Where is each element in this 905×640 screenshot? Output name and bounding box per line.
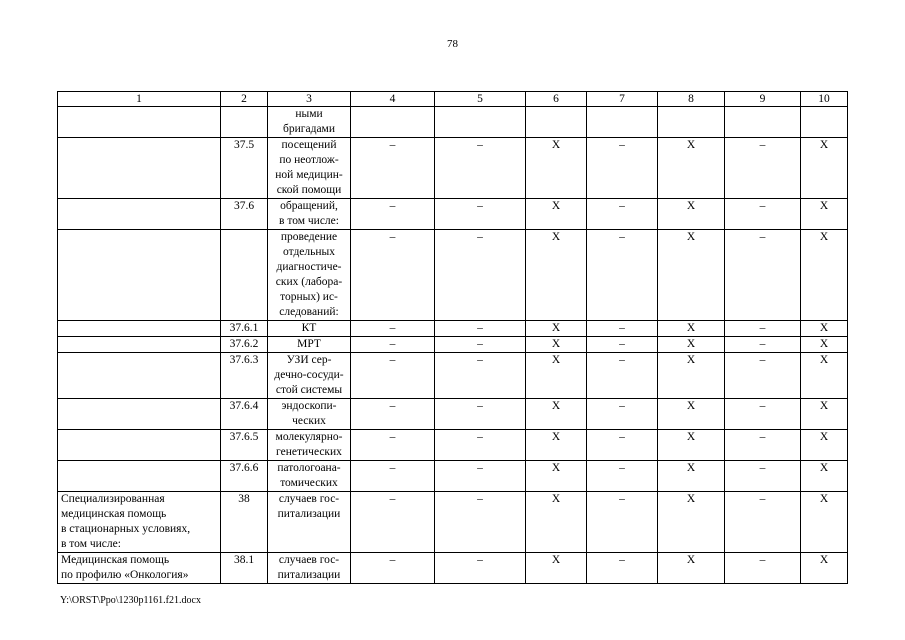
- table-cell-c10: Х: [801, 138, 848, 199]
- table-cell-c2: 37.6.4: [221, 399, 268, 430]
- table-cell-c1: [58, 230, 221, 321]
- table-cell-c4: –: [351, 492, 435, 553]
- table-cell-c1: [58, 321, 221, 337]
- table-cell-c2: 37.6.6: [221, 461, 268, 492]
- table-cell-c8: Х: [658, 492, 725, 553]
- table-cell-c10: Х: [801, 230, 848, 321]
- column-header: 3: [268, 92, 351, 107]
- table-cell-c8: Х: [658, 337, 725, 353]
- table-cell-c10: Х: [801, 553, 848, 584]
- table-row: [58, 337, 848, 353]
- table-cell-c6: Х: [526, 230, 587, 321]
- table-cell-c1: [58, 337, 221, 353]
- table-cell-c6: Х: [526, 138, 587, 199]
- table-cell-c6: Х: [526, 553, 587, 584]
- table-cell-c9: –: [725, 399, 801, 430]
- table-cell-c5: –: [435, 553, 526, 584]
- table-cell-c8: Х: [658, 553, 725, 584]
- table-cell-c5: –: [435, 399, 526, 430]
- table-cell-c4: –: [351, 138, 435, 199]
- table-cell-c7: –: [587, 199, 658, 230]
- table-cell-c4: –: [351, 461, 435, 492]
- column-header: 1: [58, 92, 221, 107]
- table-cell-c7: –: [587, 461, 658, 492]
- table-cell-c2: 38: [221, 492, 268, 553]
- table-cell-c8: Х: [658, 138, 725, 199]
- table-row: [58, 399, 848, 430]
- file-path-footer: Y:\ORST\Ppo\1230p1161.f21.docx: [60, 595, 201, 606]
- table-row: [58, 353, 848, 399]
- table-cell-c6: Х: [526, 337, 587, 353]
- table-cell-c4: –: [351, 430, 435, 461]
- column-header: 8: [658, 92, 725, 107]
- table-cell-c10: Х: [801, 321, 848, 337]
- column-header: 9: [725, 92, 801, 107]
- table-cell-c6: Х: [526, 321, 587, 337]
- table-cell-c5: –: [435, 430, 526, 461]
- table-cell-c3: МРТ: [268, 337, 351, 353]
- table-cell-c7: –: [587, 138, 658, 199]
- table-cell-c3: проведение отдельных диагностиче- ских (лабора- торных) ис- следований:: [268, 230, 351, 321]
- table-cell-c1: [58, 399, 221, 430]
- table-cell-c8: Х: [658, 430, 725, 461]
- table-cell-c10: Х: [801, 492, 848, 553]
- table-cell-c9: –: [725, 492, 801, 553]
- table-cell-c4: –: [351, 321, 435, 337]
- table-row: [58, 461, 848, 492]
- table-cell-c7: –: [587, 353, 658, 399]
- table-cell-c7: –: [587, 399, 658, 430]
- table-cell-c1: [58, 199, 221, 230]
- table-cell-c8: Х: [658, 321, 725, 337]
- table-row: [58, 492, 848, 553]
- column-header: 6: [526, 92, 587, 107]
- table-cell-c2: 37.6.5: [221, 430, 268, 461]
- table-cell-c1: Специализированная медицинская помощь в стационарных условиях, в том числе:: [58, 492, 221, 553]
- table-cell-c9: –: [725, 138, 801, 199]
- table-cell-c2: 37.6.1: [221, 321, 268, 337]
- table-cell-c4: –: [351, 399, 435, 430]
- table-row: [58, 138, 848, 199]
- table-cell-c5: –: [435, 337, 526, 353]
- table-row: [58, 321, 848, 337]
- table-cell-c3: обращений, в том числе:: [268, 199, 351, 230]
- column-header: 4: [351, 92, 435, 107]
- table-cell-c9: –: [725, 553, 801, 584]
- table-cell-c10: Х: [801, 430, 848, 461]
- column-header: 7: [587, 92, 658, 107]
- table-cell-c3: посещений по неотлож- ной медицин- ской помощи: [268, 138, 351, 199]
- table-cell-c8: [658, 107, 725, 138]
- table-cell-c3: случаев гос- питализации: [268, 553, 351, 584]
- column-header: 10: [801, 92, 848, 107]
- table-cell-c5: –: [435, 461, 526, 492]
- table-cell-c2: 38.1: [221, 553, 268, 584]
- table-cell-c3: патологоана- томических: [268, 461, 351, 492]
- data-table: [57, 91, 848, 584]
- table-cell-c8: Х: [658, 230, 725, 321]
- table-cell-c4: –: [351, 353, 435, 399]
- table-cell-c7: [587, 107, 658, 138]
- table-cell-c4: –: [351, 553, 435, 584]
- table-cell-c7: –: [587, 553, 658, 584]
- table-cell-c8: Х: [658, 353, 725, 399]
- table-cell-c7: –: [587, 492, 658, 553]
- table-cell-c1: [58, 107, 221, 138]
- table-row: [58, 107, 848, 138]
- table-cell-c5: –: [435, 321, 526, 337]
- table-cell-c8: Х: [658, 399, 725, 430]
- table-cell-c8: Х: [658, 461, 725, 492]
- table-row: [58, 199, 848, 230]
- table-cell-c6: Х: [526, 353, 587, 399]
- table-cell-c1: [58, 430, 221, 461]
- table-cell-c1: [58, 461, 221, 492]
- table-cell-c6: Х: [526, 399, 587, 430]
- table-cell-c1: [58, 138, 221, 199]
- table-cell-c9: –: [725, 461, 801, 492]
- table-cell-c9: –: [725, 353, 801, 399]
- table-cell-c7: –: [587, 430, 658, 461]
- table-cell-c5: [435, 107, 526, 138]
- table-cell-c8: Х: [658, 199, 725, 230]
- table-cell-c1: [58, 353, 221, 399]
- table-cell-c9: [725, 107, 801, 138]
- table-cell-c7: –: [587, 337, 658, 353]
- table-cell-c3: молекулярно- генетических: [268, 430, 351, 461]
- table-cell-c9: –: [725, 199, 801, 230]
- table-cell-c2: [221, 107, 268, 138]
- table-cell-c4: –: [351, 199, 435, 230]
- table-cell-c10: Х: [801, 337, 848, 353]
- table-cell-c9: –: [725, 230, 801, 321]
- table-cell-c3: случаев гос- питализации: [268, 492, 351, 553]
- table-cell-c9: –: [725, 321, 801, 337]
- table-row: [58, 553, 848, 584]
- table-cell-c3: эндоскопи- ческих: [268, 399, 351, 430]
- table-cell-c10: Х: [801, 461, 848, 492]
- table-row: [58, 230, 848, 321]
- table-cell-c7: –: [587, 230, 658, 321]
- table-cell-c4: –: [351, 337, 435, 353]
- table-header-row: [58, 92, 848, 107]
- table-cell-c5: –: [435, 230, 526, 321]
- table-cell-c6: [526, 107, 587, 138]
- table-cell-c7: –: [587, 321, 658, 337]
- table-cell-c6: Х: [526, 199, 587, 230]
- table-cell-c2: 37.6: [221, 199, 268, 230]
- table-row: [58, 430, 848, 461]
- table-cell-c10: [801, 107, 848, 138]
- table-cell-c2: 37.6.2: [221, 337, 268, 353]
- table-cell-c9: –: [725, 430, 801, 461]
- table-cell-c4: [351, 107, 435, 138]
- page-number: 78: [447, 38, 458, 50]
- table-cell-c3: УЗИ сер- дечно-сосуди- стой системы: [268, 353, 351, 399]
- column-header: 5: [435, 92, 526, 107]
- table-cell-c5: –: [435, 353, 526, 399]
- table-cell-c10: Х: [801, 399, 848, 430]
- table-cell-c10: Х: [801, 199, 848, 230]
- table-cell-c1: Медицинская помощь по профилю «Онкология»: [58, 553, 221, 584]
- column-header: 2: [221, 92, 268, 107]
- table-cell-c2: 37.6.3: [221, 353, 268, 399]
- table-cell-c3: КТ: [268, 321, 351, 337]
- table-cell-c4: –: [351, 230, 435, 321]
- table-cell-c9: –: [725, 337, 801, 353]
- table-cell-c2: 37.5: [221, 138, 268, 199]
- table-cell-c5: –: [435, 138, 526, 199]
- table-cell-c6: Х: [526, 461, 587, 492]
- table-body: [58, 92, 848, 584]
- table-cell-c6: Х: [526, 492, 587, 553]
- table-cell-c6: Х: [526, 430, 587, 461]
- table-cell-c5: –: [435, 199, 526, 230]
- table-cell-c5: –: [435, 492, 526, 553]
- table-cell-c10: Х: [801, 353, 848, 399]
- table-cell-c3: ными бригадами: [268, 107, 351, 138]
- table-cell-c2: [221, 230, 268, 321]
